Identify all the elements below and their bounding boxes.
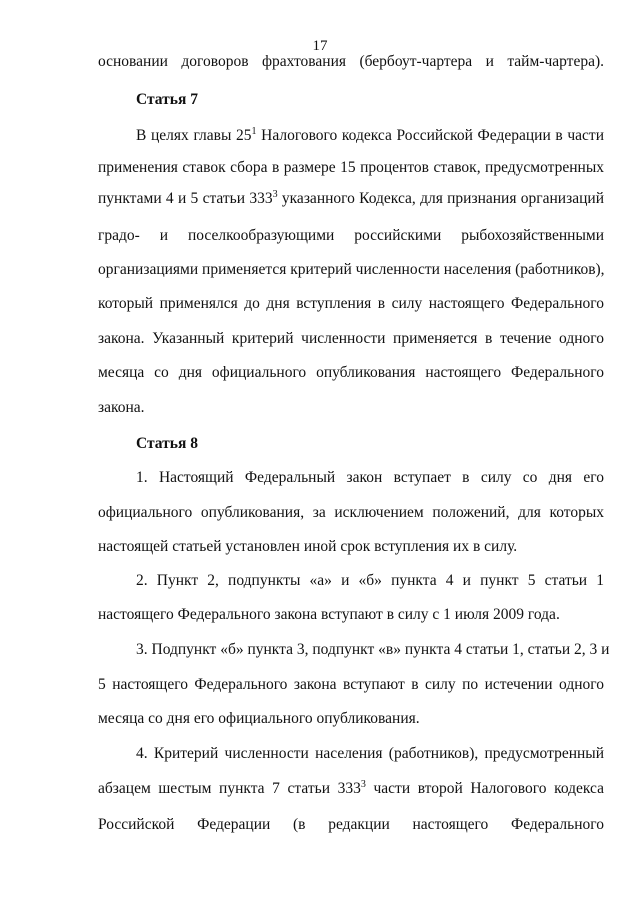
article-7-line-4: градо- и поселкообразующими российскими рыбохозяйственными xyxy=(98,227,604,244)
article-7-line-1-text-end: Налогового кодекса Российской Федерации в части xyxy=(256,127,604,144)
article-8-p4-line-3: Российской Федерации (в редакции настоящего Федерального xyxy=(98,816,604,833)
article-8-p1-line-2: официального опубликования, за исключением положений, для которых xyxy=(98,504,604,521)
superscript: 1 xyxy=(251,126,257,137)
superscript: 3 xyxy=(360,779,366,790)
article-8-p2-line-1: 2. Пункт 2, подпункты «а» и «б» пункта 4 и пункт 5 статьи 1 xyxy=(136,572,604,589)
article-7-line-9: закона. xyxy=(98,399,145,416)
article-8-p3-line-3: месяца со дня его официального опубликования. xyxy=(98,710,420,727)
article-8-p1-line-1: 1. Настоящий Федеральный закон вступает в силу со дня его xyxy=(136,469,604,486)
article-7-line-3-text-end: указанного Кодекса, для признания организаций xyxy=(277,190,604,207)
article-8-p4-line-2 xyxy=(98,779,604,799)
superscript: 3 xyxy=(272,189,278,200)
article-8-p4-line-2-text: абзацем шестым пункта 7 статьи 333 xyxy=(98,780,361,797)
article-7-line-7: закона. Указанный критерий численности применяется в течение одного xyxy=(98,330,604,347)
article-8-heading: Статья 8 xyxy=(136,435,198,452)
article-8-p4-line-1: 4. Критерий численности населения (работников), предусмотренный xyxy=(136,745,604,762)
article-7-line-2: применения ставок сбора в размере 15 процентов ставок, предусмотренных xyxy=(98,159,604,176)
article-7-line-5: организациями применяется критерий численности населения (работников), xyxy=(98,261,605,278)
article-8-p1-line-3: настоящей статьей установлен иной срок вступления их в силу. xyxy=(98,538,518,555)
page-number: 17 xyxy=(312,38,328,54)
article-7-line-1-text: В целях главы 25 xyxy=(136,127,252,144)
article-7-line-1 xyxy=(136,126,604,146)
article-8-p3-line-1: 3. Подпункт «б» пункта 3, подпункт «в» пункта 4 статьи 1, статьи 2, 3 и xyxy=(136,641,610,658)
article-7-line-8: месяца со дня официального опубликования настоящего Федерального xyxy=(98,364,604,381)
article-8-p2-line-2: настоящего Федерального закона вступают в силу с 1 июля 2009 года. xyxy=(98,606,560,623)
article-7-heading: Статья 7 xyxy=(136,91,198,108)
article-7-line-3 xyxy=(98,189,604,209)
article-8-p3-line-2: 5 настоящего Федерального закона вступают в силу по истечении одного xyxy=(98,676,604,693)
article-7-line-6: который применялся до дня вступления в силу настоящего Федерального xyxy=(98,295,604,312)
article-7-line-3-text: пунктами 4 и 5 статьи 333 xyxy=(98,190,273,207)
article-8-p4-line-2-text-end: части второй Налогового кодекса xyxy=(365,780,605,797)
intro-line: основании договоров фрахтования (бербоут-чартера и тайм-чартера). xyxy=(98,53,604,70)
